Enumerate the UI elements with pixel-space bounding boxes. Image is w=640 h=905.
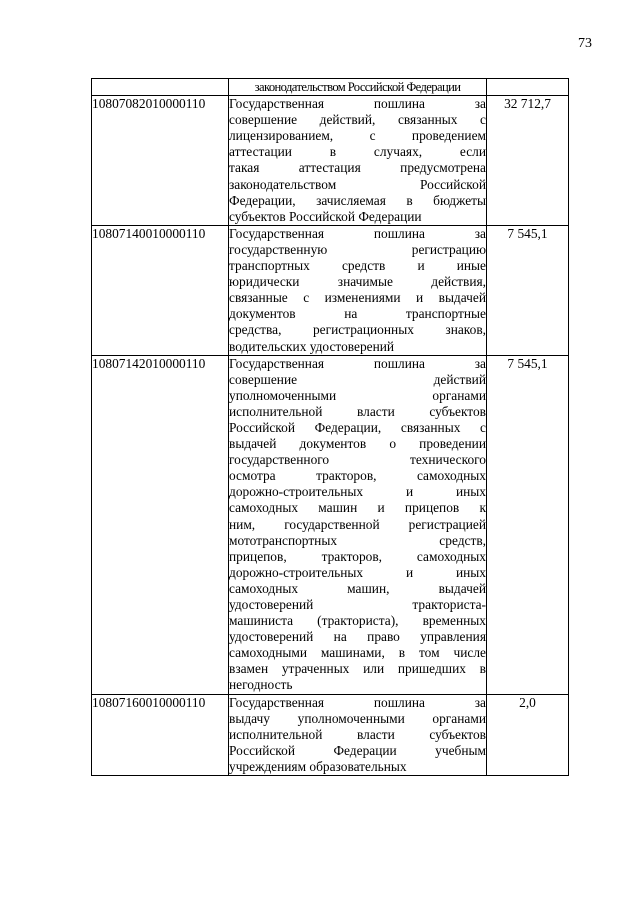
name-line: самоходных машин, выдачей [229, 580, 486, 596]
code-cell: 10807142010000110 [92, 355, 229, 694]
name-line: государственную регистрацию [229, 241, 486, 257]
name-line: удостоверений тракториста- [229, 597, 486, 612]
code-cell: 10807082010000110 [92, 96, 229, 226]
name-line: дорожно-строительных и иных [229, 564, 486, 580]
name-line: уполномоченными органами [229, 387, 486, 403]
name-line: Российской Федерации, связанных с [229, 419, 486, 435]
amount-cell: 7 545,1 [487, 225, 569, 355]
name-line: Российской Федерации учебным [229, 742, 486, 758]
name-line: государственного технического [229, 452, 486, 468]
name-cell [229, 79, 487, 96]
name-line: ним, государственной регистрацией [229, 516, 486, 532]
name-cell [229, 96, 487, 226]
name-line: лицензированием, с проведением [229, 128, 486, 144]
name-line: Федерации, зачисляемая в бюджеты [229, 192, 486, 208]
amount-cell: 32 712,7 [487, 96, 569, 226]
name-line: машиниста (тракториста), временных [229, 613, 486, 629]
name-line: совершение действий, связанных с [229, 112, 486, 128]
name-line: Государственная пошлина за [229, 355, 486, 371]
name-line: аттестации в случаях, если [229, 144, 486, 160]
name-line: Государственная пошлина за [229, 225, 486, 241]
table-row-continuation [92, 79, 569, 96]
name-line: осмотра тракторов, самоходных [229, 468, 486, 484]
page-number: 73 [578, 36, 592, 51]
name-line: взамен утраченных или пришедших в [229, 661, 486, 677]
name-line: водительских удостоверений [229, 338, 395, 354]
name-line: самоходными машинами, в том числе [229, 645, 486, 661]
name-line: Государственная пошлина за [229, 96, 486, 112]
name-line: дорожно-строительных и иных [229, 484, 486, 500]
name-line: такая аттестация предусмотрена [229, 160, 486, 176]
table-row [92, 694, 569, 775]
table-row [92, 355, 569, 694]
name-line: самоходных машин и прицепов к [229, 500, 486, 516]
name-line: субъектов Российской Федерации [229, 208, 422, 224]
name-line: юридически значимые действия, [229, 274, 486, 290]
code-cell: 10807140010000110 [92, 225, 229, 355]
name-line: удостоверений на право управления [229, 629, 486, 645]
name-line: негодность [229, 677, 293, 693]
name-cell [229, 355, 487, 694]
name-cell [229, 694, 487, 775]
code-cell: 10807160010000110 [92, 694, 229, 775]
code-cell [92, 79, 229, 96]
name-line: мототранспортных средств, [229, 532, 486, 548]
amount-cell: 2,0 [487, 694, 569, 775]
name-line: совершение действий [229, 371, 486, 387]
name-text: законодательством Российской Федерации [254, 80, 461, 94]
name-line: исполнительной власти субъектов [229, 403, 486, 419]
name-line: выдачу уполномоченными органами [229, 710, 486, 726]
name-line: связанные с изменениями и выдачей [229, 290, 486, 306]
table-row [92, 96, 569, 226]
table-row [92, 225, 569, 355]
name-line: Государственная пошлина за [229, 694, 486, 710]
name-line: прицепов, тракторов, самоходных [229, 548, 486, 564]
name-line: выдачей документов о проведении [229, 436, 486, 452]
name-line: законодательством Российской [229, 176, 486, 192]
revenue-table [91, 78, 569, 776]
name-line: транспортных средств и иные [229, 258, 486, 274]
name-line: средства, регистрационных знаков, [229, 322, 486, 338]
name-line: учреждениям образовательных [229, 758, 407, 774]
name-cell [229, 225, 487, 355]
name-line: исполнительной власти субъектов [229, 726, 486, 742]
amount-cell: 7 545,1 [487, 355, 569, 694]
amount-cell [487, 79, 569, 96]
name-line: документов на транспортные [229, 306, 486, 322]
